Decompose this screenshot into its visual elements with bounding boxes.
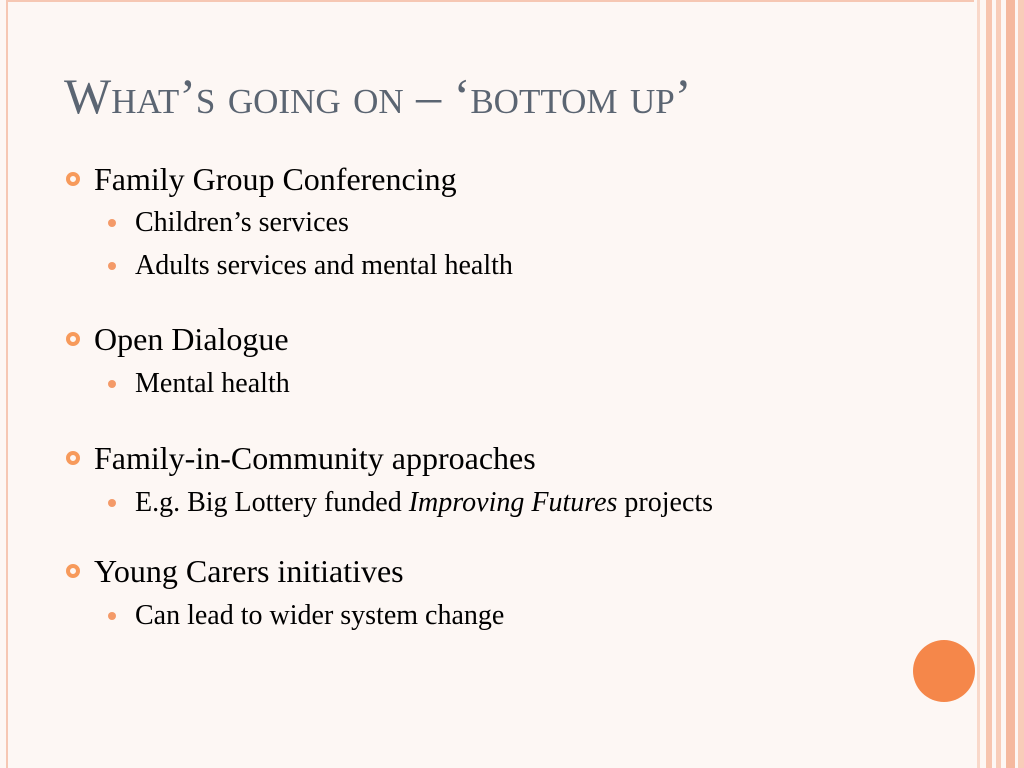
sub-bullet-text: E.g. Big Lottery funded Improving Futures projects xyxy=(135,487,714,518)
right-stripe xyxy=(1006,0,1015,768)
dot-bullet-icon xyxy=(108,612,116,620)
right-stripe xyxy=(977,0,980,768)
top-border xyxy=(6,0,974,2)
slide-title: What’s going on – ‘bottom up’ xyxy=(64,68,692,124)
right-stripe xyxy=(1018,0,1024,768)
dot-bullet-icon xyxy=(108,499,116,507)
emphasis-text: Improving Futures xyxy=(408,487,618,518)
right-stripe xyxy=(996,0,1001,768)
ring-bullet-icon xyxy=(66,451,80,465)
ring-bullet-icon xyxy=(66,564,80,578)
right-stripe xyxy=(986,0,992,768)
slide: What’s going on – ‘bottom up’ Family Group Conferencing Children’s services Adults services and mental health Open Dialogue Mental health Family-in-Community approaches E.g. Big Lottery funded Improving Futures projects Young Carers initiatives Can lead to wider system change xyxy=(0,0,1024,768)
decorative-circle xyxy=(913,640,975,702)
left-border xyxy=(6,0,8,768)
ring-bullet-icon xyxy=(66,332,80,346)
dot-bullet-icon xyxy=(108,262,116,270)
dot-bullet-icon xyxy=(108,219,116,227)
dot-bullet-icon xyxy=(108,380,116,388)
ring-bullet-icon xyxy=(66,172,80,186)
